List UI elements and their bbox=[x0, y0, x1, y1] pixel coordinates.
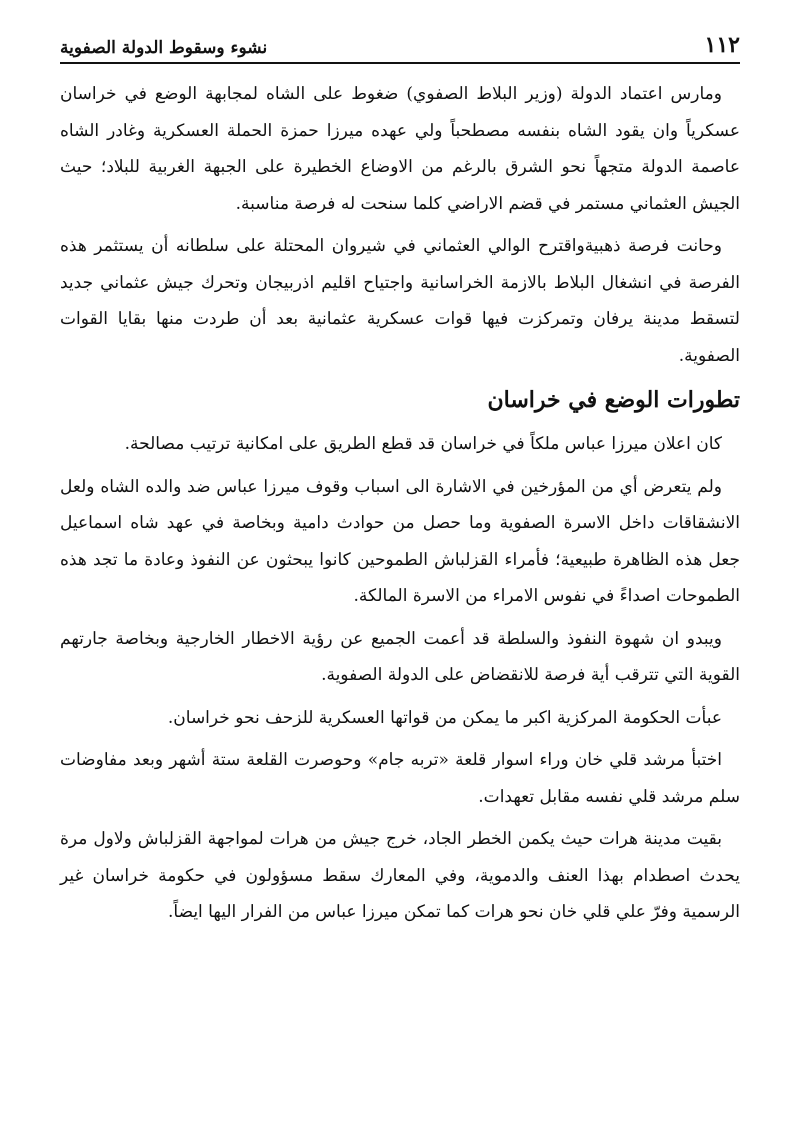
paragraph: بقيت مدينة هرات حيث يكمن الخطر الجاد، خرج جيش من هرات لمواجهة القزلباش ولاول مرة يحدث اصطدام بهذا العنف والدموية، وفي المعارك سقط مسؤولون في حكومة خراسان غير الرسمية وفرّ علي قلي خان نحو هرات كما تمكن ميرزا عباس من الفرار اليها ايضاً. bbox=[60, 829, 740, 922]
running-title: نشوء وسقوط الدولة الصفوية bbox=[60, 38, 268, 58]
section-heading: تطورات الوضع في خراسان bbox=[487, 387, 740, 413]
page-body bbox=[60, 76, 740, 931]
paragraph: كان اعلان ميرزا عباس ملكاً في خراسان قد قطع الطريق على امكانية ترتيب مصالحة. bbox=[124, 434, 722, 454]
paragraph: وحانت فرصة ذهبيةواقترح الوالي العثماني في شيروان المحتلة على سلطانه أن يستثمر هذه الفرصة في انشغال البلاط بالازمة الخراسانية واجتياح اقليم اذربيجان وتحرك جيش عثماني جديد لتسقط مدينة يرفان وتمركزت فيها قوات عسكرية عثمانية بعد أن طردت منها بقايا القوات الصفوية. bbox=[60, 236, 740, 366]
paragraph: عبأت الحكومة المركزية اكبر ما يمكن من قواتها العسكرية للزحف نحو خراسان. bbox=[167, 707, 722, 728]
paragraph: ويبدو ان شهوة النفوذ والسلطة قد أعمت الجميع عن رؤية الاخطار الخارجية وبخاصة جارتهم القوية التي تترقب أية فرصة للانقضاض على الدولة الصفوية. bbox=[60, 628, 740, 685]
page-header bbox=[60, 28, 740, 64]
paragraph: ولم يتعرض أي من المؤرخين في الاشارة الى اسباب وقوف ميرزا عباس ضد والده الشاه ولعل الانشقاقات داخل الاسرة الصفوية وما حصل من حوادث دامية وبخاصة في عهد شاه اسماعيل جعل هذه الظاهرة طبيعية؛ فأمراء القزلباش الطموحين كانوا يبحثون عن النفوذ وعادة ما تجد هذه الطموحات اصداءً في نفوس الامراء من الاسرة المالكة. bbox=[60, 476, 740, 606]
book-page bbox=[60, 28, 740, 937]
paragraph: ومارس اعتماد الدولة (وزير البلاط الصفوي) ضغوط على الشاه لمجابهة الوضع في خراسان عسكرياً وان يقود الشاه بنفسه مصطحباً ولي عهده ميرزا حمزة الحملة العسكرية وغادر الشاه عاصمة الدولة متجهاً نحو الشرق بالرغم من الاوضاع الخطيرة على الجبهة الغربية للبلاد؛ حيث الجيش العثماني مستمر في قضم الاراضي كلما سنحت له فرصة مناسبة. bbox=[60, 84, 740, 214]
page-number: ١١٢ bbox=[704, 32, 740, 58]
paragraph: اختبأ مرشد قلي خان وراء اسوار قلعة «تربه جام» وحوصرت القلعة ستة أشهر وبعد مفاوضات سلم مرشد قلي نفسه مقابل تعهدات. bbox=[60, 750, 740, 807]
